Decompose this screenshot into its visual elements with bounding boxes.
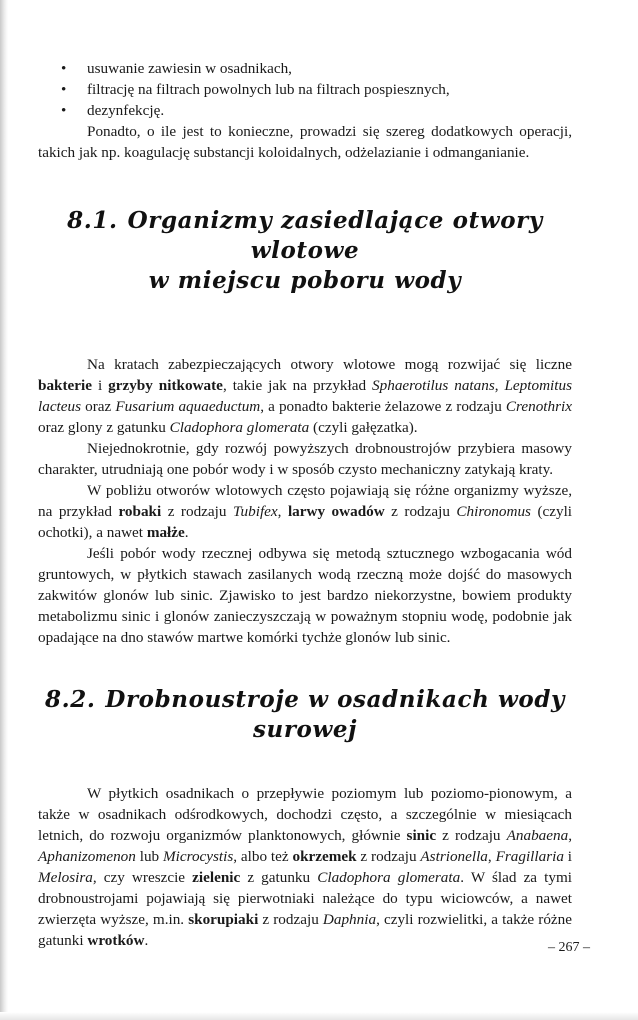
paragraph: W pobliżu otworów wlotowych często pojawiają się różne organizmy wyższe, na przykład robaki z rodzaju Tubifex, larwy owadów z rodzaju Chironomus (czyli ochotki), a nawet małże. <box>38 482 573 541</box>
list-item: • usuwanie zawiesin w osadnikach, <box>38 58 572 79</box>
scan-left-edge <box>0 0 8 1020</box>
section-title-line-1: Organizmy zasiedlające otwory wlotowe <box>127 207 543 264</box>
section-title-line-2: w miejscu poboru wody <box>148 267 462 294</box>
process-list <box>38 58 572 121</box>
page-number: – 267 – <box>548 940 590 955</box>
list-item: • filtrację na filtrach powolnych lub na filtrach pospiesznych, <box>38 79 572 100</box>
section-number: 8.2. <box>45 686 96 713</box>
list-item: • dezynfekcję. <box>38 100 572 121</box>
paragraph: Jeśli pobór wody rzecznej odbywa się metodą sztucznego wzbogacania wód gruntowych, w płytkich stawach zasilanych wodą rzeczną może dojść do masowych zakwitów glonów lub sinic. Zjawisko to jest bardzo niekorzystne, bowiem produkty metabolizmu sinic i glonów zanieczyszczają w poważnym stopniu wodę, podobnie jak opadające na dno stawów martwe komórki tychże glonów lub sinic. <box>38 545 572 646</box>
section-8-1-heading <box>38 206 572 296</box>
section-title: Drobnoustroje w osadnikach wody surowej <box>105 686 565 743</box>
scan-bottom-edge <box>0 1012 638 1020</box>
section-8-2-heading <box>38 685 572 745</box>
paragraph: W płytkich osadnikach o przepływie poziomym lub poziomo-pionowym, a także w osadnikach odśrodkowych, dochodzi często, a szczególnie w miesiącach letnich, do rozwoju organizmów planktonowych, głównie sinic z rodzaju Anabaena, Aphanizomenon lub Microcystis, albo też okrzemek z rodzaju Astrionella, Fragillaria i Melosira, czy wreszcie zielenic z gatunku Cladophora glomerata. W ślad za tymi drobnoustrojami pojawiają się pierwotniaki należące do typu wiciowców, a nawet zwierzęta wyższe, m.in. skorupiaki z rodzaju Daphnia, czyli rozwielitki, a także różne gatunki wrotków. <box>38 785 573 949</box>
book-page <box>38 58 572 951</box>
intro-paragraph: Ponadto, o ile jest to konieczne, prowadzi się szereg dodatkowych operacji, takich jak np. koagulację substancji koloidalnych, odżelazianie i odmanganianie. <box>38 123 572 161</box>
paragraph: Niejednokrotnie, gdy rozwój powyższych drobnoustrojów przybiera masowy charakter, utrudniają one pobór wody i w sposób czysto mechaniczny zatykają kraty. <box>38 440 572 478</box>
section-number: 8.1. <box>67 207 118 234</box>
paragraph: Na kratach zabezpieczających otwory wlotowe mogą rozwijać się liczne bakterie i grzyby nitkowate, takie jak na przykład Sphaerotilus natans, Leptomitus lacteus oraz Fusarium aquaeductum, a ponadto bakterie żelazowe z rodzaju Crenothrix oraz glony z gatunku Cladophora glomerata (czyli gałęzatka). <box>38 356 572 436</box>
